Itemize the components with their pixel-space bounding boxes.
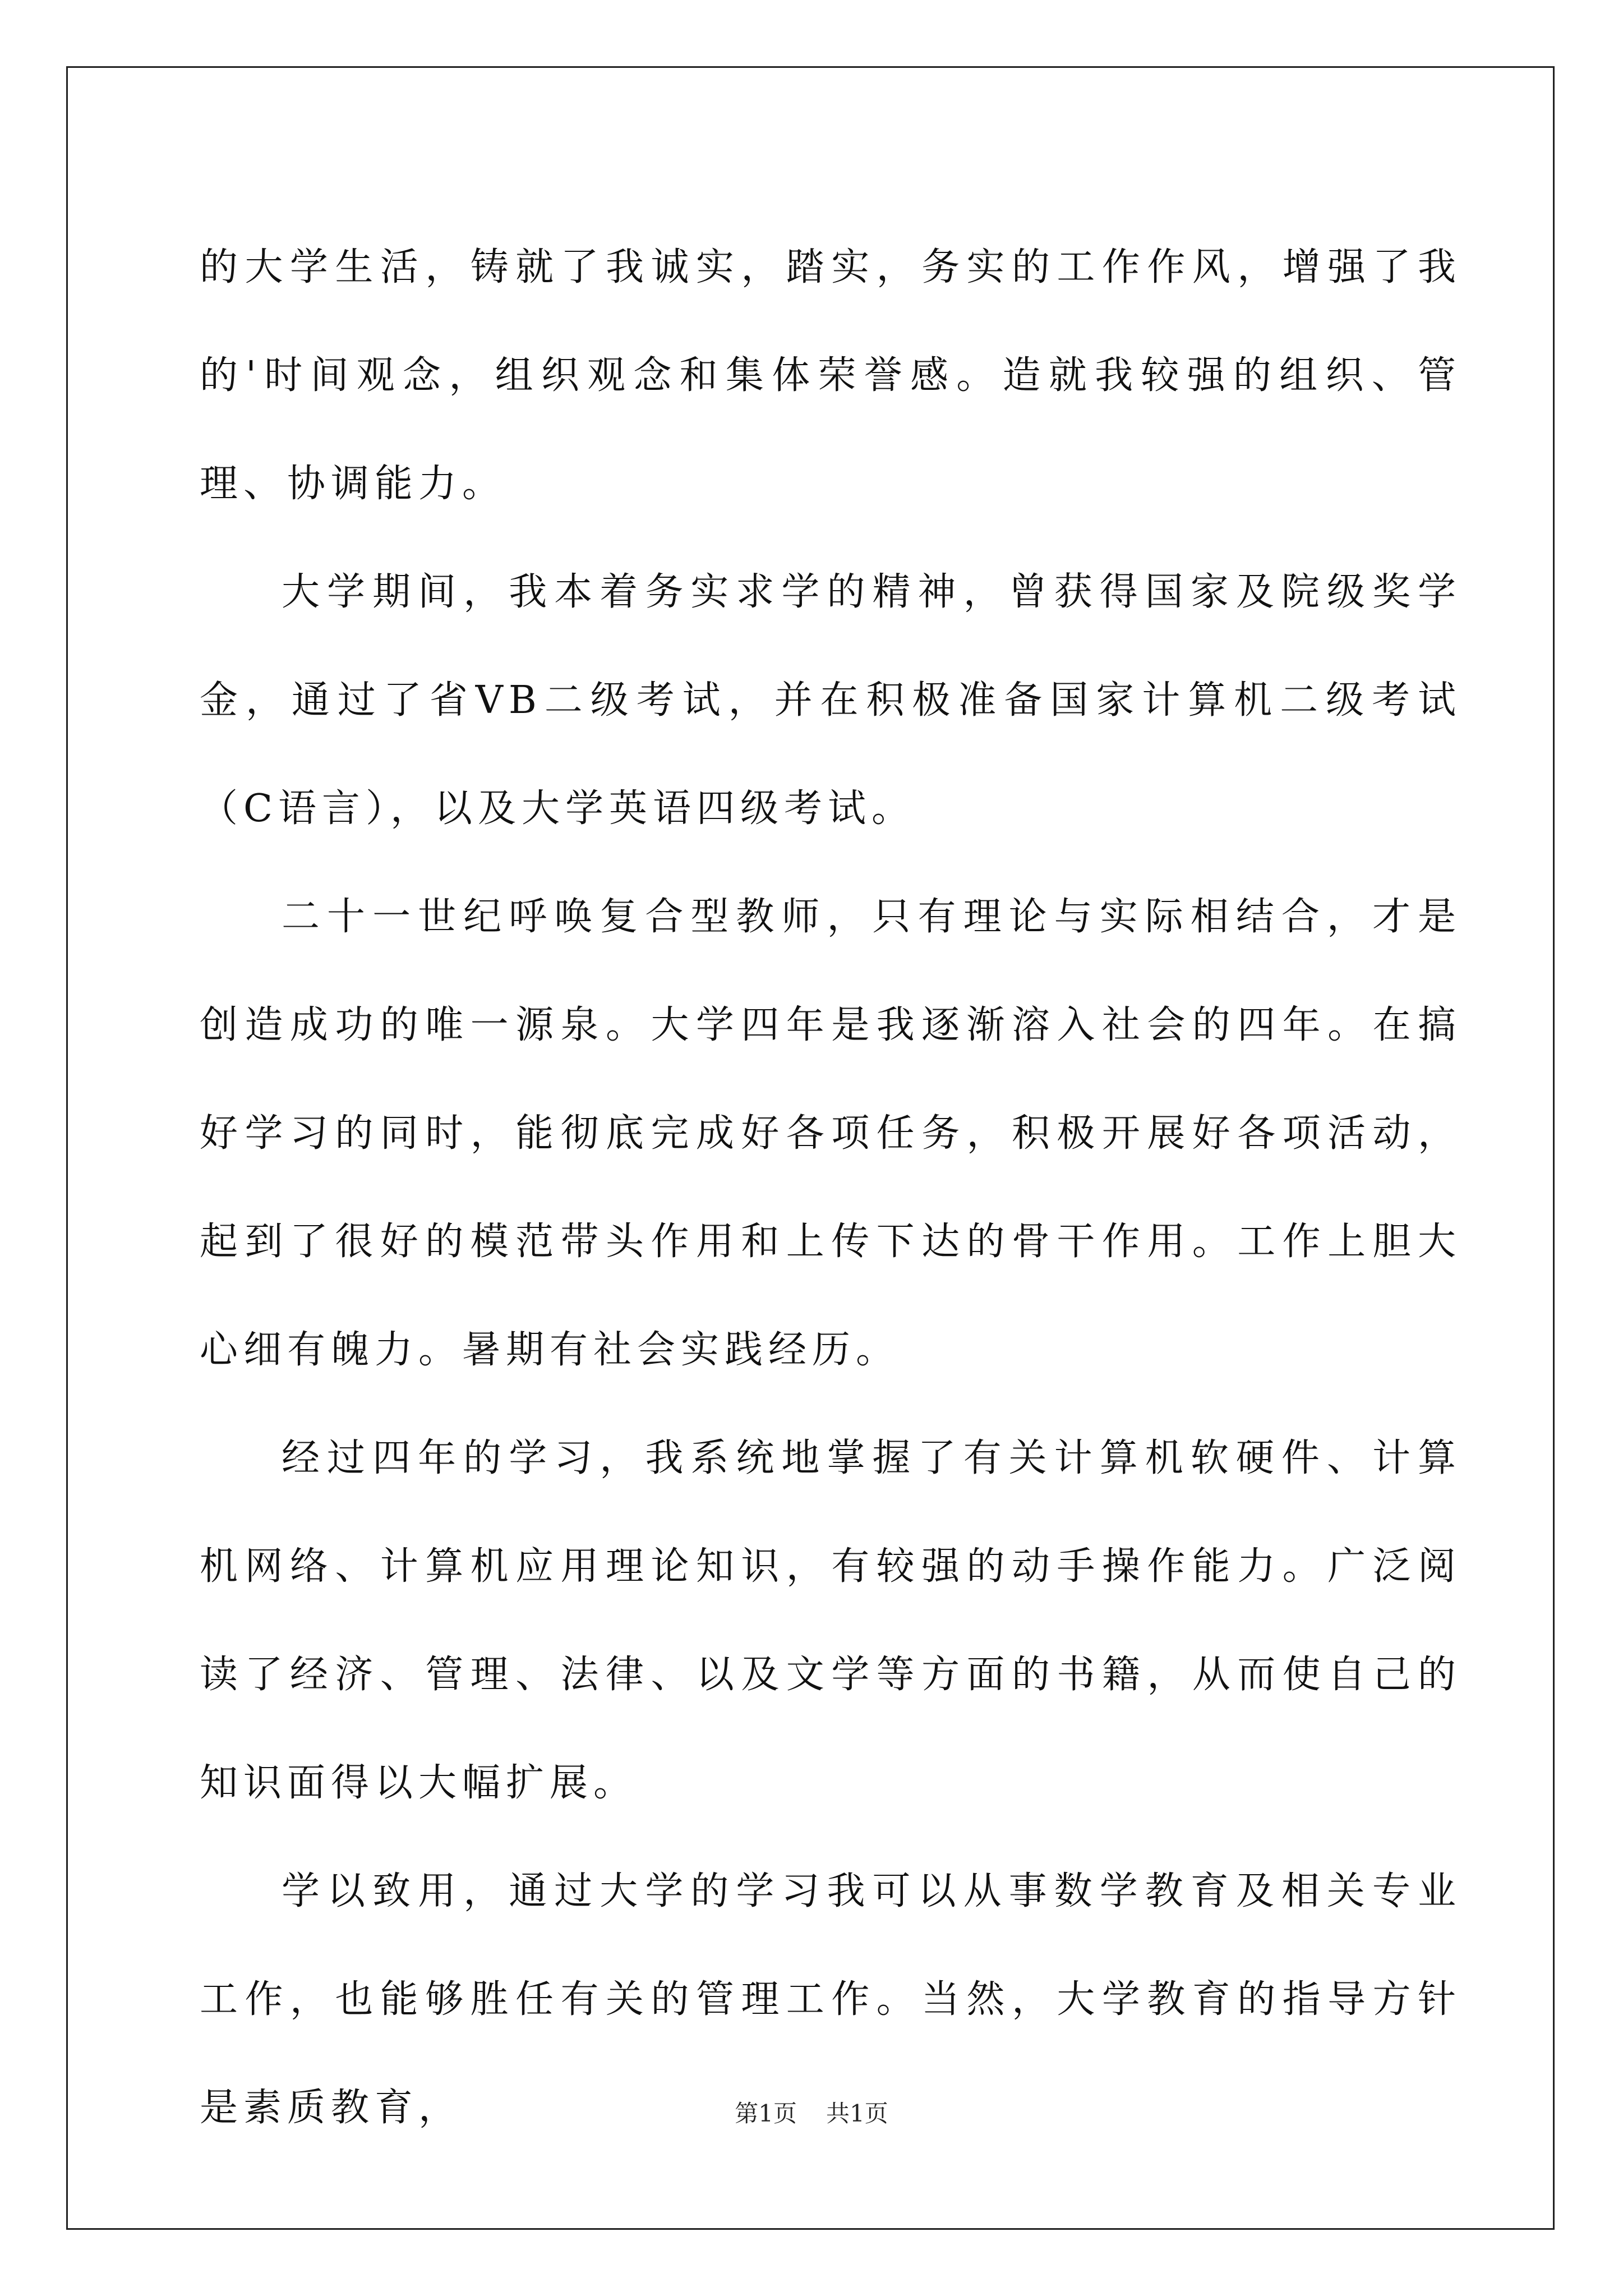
document-body <box>200 213 1461 2162</box>
paragraph-continuation: 的大学生活，铸就了我诚实，踏实，务实的工作作风，增强了我的'时间观念，组织观念和集体荣誉感。造就我较强的组织、管理、协调能力。 <box>200 245 1461 506</box>
page-number-total: 共1页 <box>826 2100 888 2127</box>
page-footer <box>0 2097 1623 2131</box>
paragraph: 学以致用，通过大学的学习我可以从事数学教育及相关专业工作，也能够胜任有关的管理工作。当然，大学教育的指导方针是素质教育， <box>200 1869 1461 2130</box>
page-number-current: 第1页 <box>735 2100 797 2127</box>
paragraph: 大学期间，我本着务实求学的精神，曾获得国家及院级奖学金，通过了省VB二级考试，并在积极准备国家计算机二级考试（C语言），以及大学英语四级考试。 <box>200 570 1461 831</box>
paragraph: 二十一世纪呼唤复合型教师，只有理论与实际相结合，才是创造成功的唯一源泉。大学四年是我逐渐溶入社会的四年。在搞好学习的同时，能彻底完成好各项任务，积极开展好各项活动，起到了很好的模范带头作用和上传下达的骨干作用。工作上胆大心细有魄力。暑期有社会实践经历。 <box>200 895 1461 1372</box>
paragraph: 经过四年的学习，我系统地掌握了有关计算机软硬件、计算机网络、计算机应用理论知识，有较强的动手操作能力。广泛阅读了经济、管理、法律、以及文学等方面的书籍，从而使自己的知识面得以大幅扩展。 <box>200 1436 1461 1805</box>
